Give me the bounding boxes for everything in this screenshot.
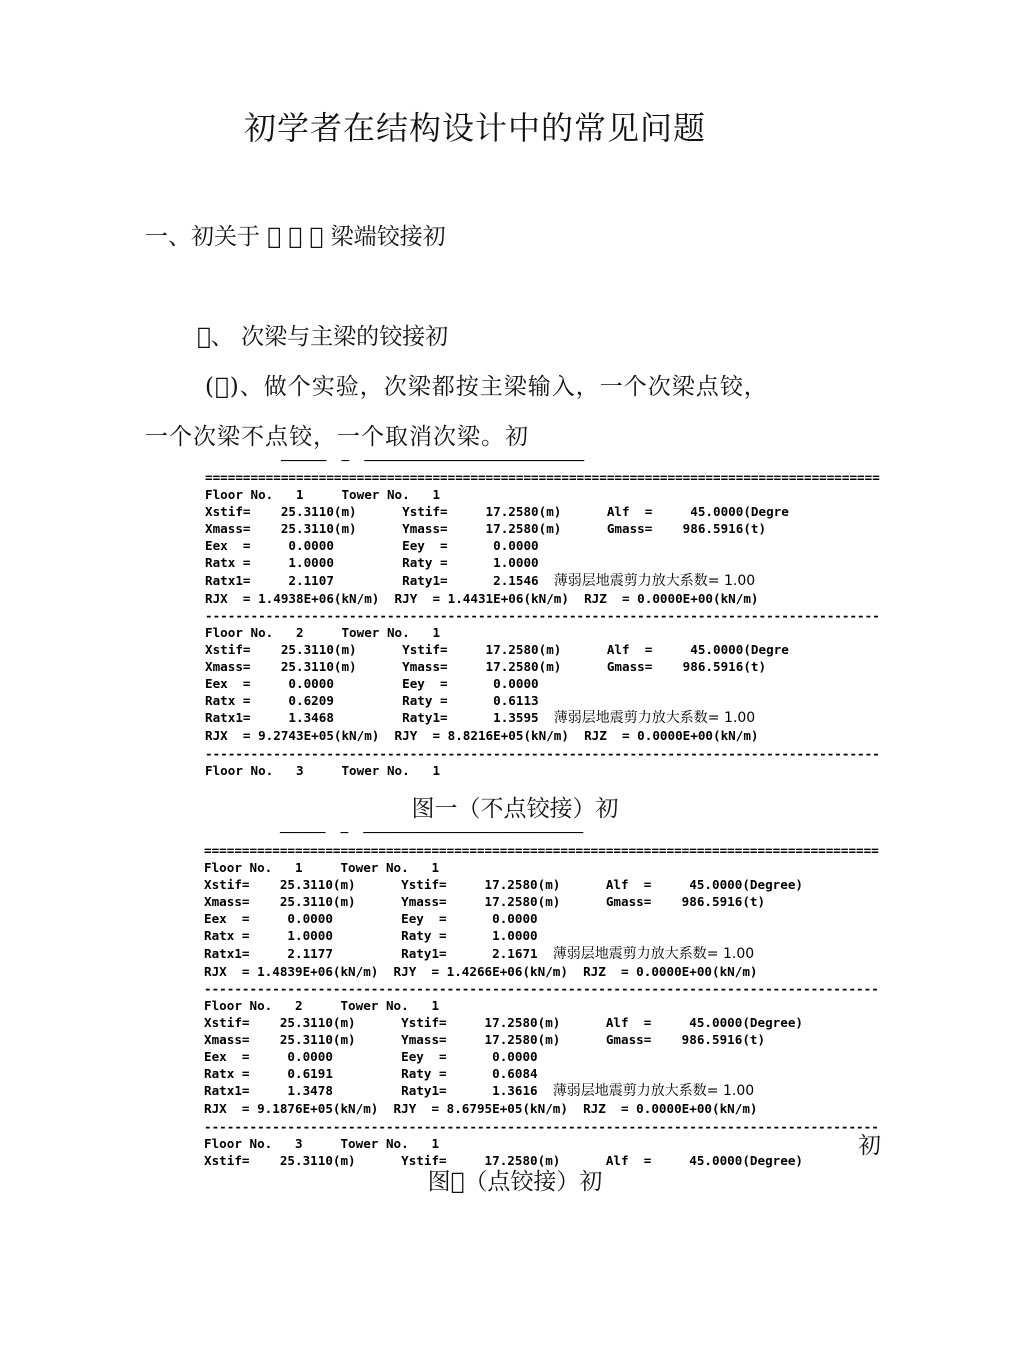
floor-1-line-5: Ratx = 1.0000 Raty = 1.0000 (204, 928, 538, 944)
floor-3-line-1: Floor No. 3 Tower No. 1 (205, 762, 441, 778)
floor-1-line-4: Eex = 0.0000 Eey = 0.0000 (205, 538, 539, 554)
floor-2-line-7: RJX = 9.2743E+05(kN/m) RJY = 8.8216E+05(kN/m) RJZ = 0.0000E+00(kN/m) (205, 728, 759, 744)
separator-dashed: ----------------------------------------------------------------------------------------- (204, 1118, 879, 1134)
section-heading: 一、初关于       梁端铰接初 (145, 224, 446, 250)
page-title: 初学者在结构设计中的常见问题 (243, 109, 706, 147)
floor-2-line-2: Xstif= 25.3110(m) Ystif= 17.2580(m) Alf = 45.0000(Degree) (204, 1014, 803, 1030)
floor-1-line-7: RJX = 1.4839E+06(kN/m) RJY = 1.4266E+06(kN/m) RJZ = 0.0000E+00(kN/m) (204, 963, 758, 979)
floor-2-line-2: Xstif= 25.3110(m) Ystif= 17.2580(m) Alf = 45.0000(Degre (205, 641, 789, 657)
floor-2-line-1: Floor No. 2 Tower No. 1 (204, 997, 440, 1013)
floor-1-line-2: Xstif= 25.3110(m) Ystif= 17.2580(m) Alf = 45.0000(Degre (205, 504, 789, 520)
cropped-header-line: ────── ─ ───────────────────────────── (204, 825, 584, 840)
floor-2-line-6: Ratx1= 1.3478 Raty1= 1.3616 薄弱层地震剪力放大系数= 1.00 (204, 1083, 755, 1100)
separator-dashed: ----------------------------------------------------------------------------------------- (205, 745, 880, 761)
floor-1-line-5: Ratx = 1.0000 Raty = 1.0000 (205, 555, 539, 571)
floor-3-line-1: Floor No. 3 Tower No. 1 (204, 1135, 440, 1151)
floor-1-line-6: Ratx1= 2.1177 Raty1= 2.1671 薄弱层地震剪力放大系数= 1.00 (204, 945, 755, 962)
floor-1-line-1: Floor No. 1 Tower No. 1 (205, 487, 441, 503)
subsection-heading:  、 次梁与主梁的铰接初 (197, 324, 449, 350)
floor-1-line-3: Xmass= 25.3110(m) Ymass= 17.2580(m) Gmass= 986.5916(t) (204, 894, 766, 910)
floor-2-line-4: Eex = 0.0000 Eey = 0.0000 (204, 1049, 538, 1065)
cropped-header-line: ────── ─ ───────────────────────────── (205, 453, 585, 468)
separator-double: ========================================================================================= (204, 843, 879, 858)
figure-1-screenshot (205, 453, 880, 778)
floor-2-line-5: Ratx = 0.6209 Raty = 0.6113 (205, 693, 539, 709)
weak-layer-factor: 薄弱层地震剪力放大系数= 1.00 (553, 710, 756, 727)
figure-2-side-mark: 初 (858, 1133, 881, 1159)
floor-2-line-3: Xmass= 25.3110(m) Ymass= 17.2580(m) Gmass= 986.5916(t) (205, 659, 767, 675)
floor-2-line-3: Xmass= 25.3110(m) Ymass= 17.2580(m) Gmass= 986.5916(t) (204, 1032, 766, 1048)
paragraph-line-2: 一个次梁不点铰，一个取消次梁。初 (145, 424, 529, 450)
figure-2-output (204, 842, 879, 1169)
floor-2-line-6: Ratx1= 1.3468 Raty1= 1.3595 薄弱层地震剪力放大系数= 1.00 (205, 710, 756, 727)
floor-2-line-4: Eex = 0.0000 Eey = 0.0000 (205, 676, 539, 692)
floor-3-line-2: Xstif= 25.3110(m) Ystif= 17.2580(m) Alf = 45.0000(Degree) (204, 1152, 803, 1168)
figure-2-caption: 图 （点铰接）初 (427, 1169, 603, 1195)
weak-layer-factor: 薄弱层地震剪力放大系数= 1.00 (553, 572, 756, 589)
floor-2-line-5: Ratx = 0.6191 Raty = 0.6084 (204, 1066, 538, 1082)
figure-1-caption: 图一（不点铰接）初 (411, 796, 619, 822)
floor-2-line-7: RJX = 9.1876E+05(kN/m) RJY = 8.6795E+05(kN/m) RJZ = 0.0000E+00(kN/m) (204, 1101, 758, 1117)
figure-1-output (205, 469, 880, 779)
paragraph-line-1: ( )、做个实验，次梁都按主梁输入，一个次梁点铰， (205, 374, 768, 400)
floor-1-line-4: Eex = 0.0000 Eey = 0.0000 (204, 911, 538, 927)
separator-dashed: ----------------------------------------------------------------------------------------- (205, 607, 880, 623)
weak-layer-factor: 薄弱层地震剪力放大系数= 1.00 (552, 945, 755, 962)
floor-1-line-7: RJX = 1.4938E+06(kN/m) RJY = 1.4431E+06(kN/m) RJZ = 0.0000E+00(kN/m) (205, 590, 759, 606)
floor-1-line-3: Xmass= 25.3110(m) Ymass= 17.2580(m) Gmass= 986.5916(t) (205, 521, 767, 537)
floor-1-line-1: Floor No. 1 Tower No. 1 (204, 860, 440, 876)
separator-double: ========================================================================================= (205, 470, 880, 485)
weak-layer-factor: 薄弱层地震剪力放大系数= 1.00 (552, 1083, 755, 1100)
figure-2-screenshot (204, 825, 879, 1168)
separator-dashed: ----------------------------------------------------------------------------------------- (204, 980, 879, 996)
floor-1-line-6: Ratx1= 2.1107 Raty1= 2.1546 薄弱层地震剪力放大系数= 1.00 (205, 572, 756, 589)
floor-1-line-2: Xstif= 25.3110(m) Ystif= 17.2580(m) Alf = 45.0000(Degree) (204, 877, 803, 893)
floor-2-line-1: Floor No. 2 Tower No. 1 (205, 624, 441, 640)
